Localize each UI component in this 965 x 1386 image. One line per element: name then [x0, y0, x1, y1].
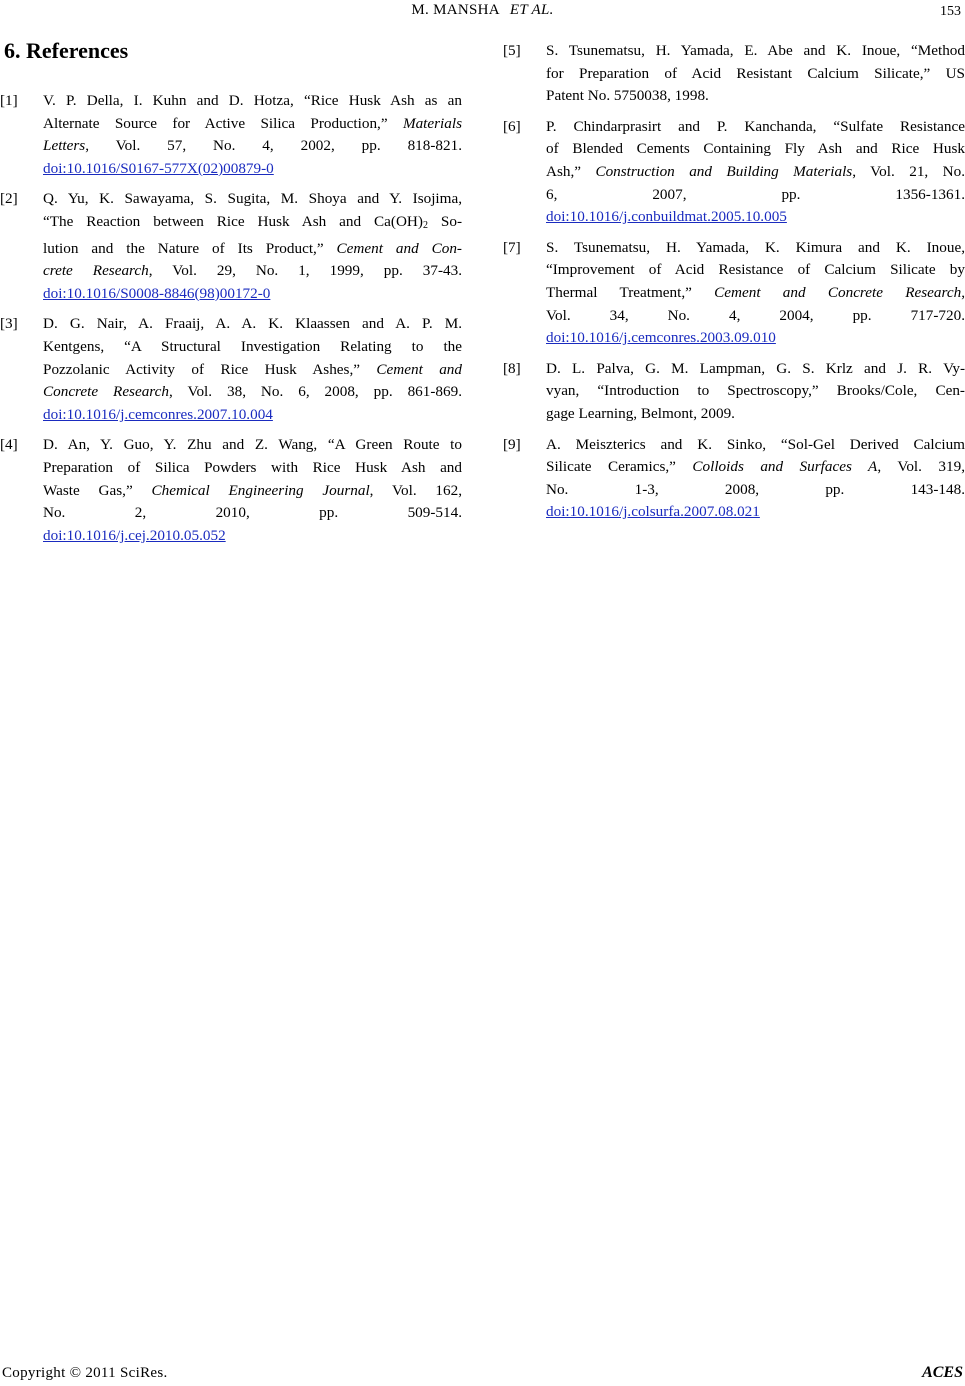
reference-item: [503, 358, 965, 426]
reference-line: [43, 457, 462, 480]
reference-line: [546, 237, 965, 260]
author-name: M. MANSHA: [411, 2, 500, 18]
running-head: [0, 2, 965, 24]
reference-line: [43, 260, 462, 283]
reference-segment: , Vol. 319,: [877, 458, 965, 476]
reference-number: [3]: [0, 315, 18, 333]
reference-line: [546, 40, 965, 63]
reference-number: [8]: [503, 359, 521, 377]
reference-line: [43, 283, 462, 306]
reference-segment: P. Chindarprasirt and P. Kanchanda, “Sulfate Resistance: [546, 117, 965, 135]
reference-line: [43, 90, 462, 113]
reference-segment: D. L. Palva, G. M. Lampman, G. S. Krlz and J. R. Vy-: [546, 359, 965, 377]
reference-line: [546, 479, 965, 502]
running-head-author: [0, 2, 965, 19]
reference-line: [43, 525, 462, 548]
reference-text: [546, 434, 965, 524]
reference-number: [9]: [503, 435, 521, 453]
reference-line: [546, 282, 965, 305]
page-number: 153: [940, 4, 961, 19]
reference-line: [546, 403, 965, 426]
doi-link[interactable]: doi:10.1016/S0167-577X(02)00879-0: [43, 159, 274, 177]
reference-segment: “Improvement of Acid Resistance of Calcium Silicate by: [546, 261, 965, 279]
reference-segment: Kentgens, “A Structural Investigation Relating to the: [43, 337, 462, 355]
reference-line: [546, 358, 965, 381]
author-etal: ET AL.: [509, 2, 554, 18]
reference-segment: So-: [427, 212, 462, 230]
reference-text: [546, 358, 965, 426]
reference-segment: S. Tsunematsu, H. Yamada, E. Abe and K. Inoue, “Method: [546, 42, 965, 59]
reference-segment: , Vol. 21, No.: [852, 162, 965, 180]
reference-segment: “The Reaction between Rice Husk Ash and Ca(OH): [43, 212, 423, 230]
reference-segment: Silicate Ceramics,”: [546, 458, 693, 476]
reference-line: [546, 501, 965, 524]
reference-segment: ,: [961, 283, 965, 301]
reference-segment: D. G. Nair, A. Fraaij, A. A. K. Klaassen and A. P. M.: [43, 315, 462, 333]
reference-number: [5]: [503, 42, 521, 59]
reference-line: [546, 184, 965, 207]
reference-line: [43, 158, 462, 181]
reference-line: [546, 380, 965, 403]
reference-line: [546, 161, 965, 184]
reference-item: [503, 434, 965, 524]
reference-segment: D. An, Y. Guo, Y. Zhu and Z. Wang, “A Green Route to: [43, 436, 462, 454]
reference-segment: lution and the Nature of Its Product,”: [43, 239, 337, 257]
reference-list-left: [0, 90, 462, 547]
section-title: 6. References: [4, 38, 129, 63]
subscript: 2: [422, 219, 428, 231]
reference-item: [503, 237, 965, 350]
reference-segment: Alternate Source for Active Silica Production,”: [43, 114, 403, 132]
reference-segment: S. Tsunematsu, H. Yamada, K. Kimura and K. Inoue,: [546, 238, 965, 256]
reference-line: [546, 327, 965, 350]
reference-line: [43, 502, 462, 525]
journal-title: Materials: [402, 114, 462, 132]
journal-title: Cement and Concrete Research: [714, 283, 962, 301]
reference-line: [43, 336, 462, 359]
left-column: [0, 36, 462, 555]
reference-text: [43, 90, 462, 180]
reference-segment: Vol. 34, No. 4, 2004, pp. 717-720.: [546, 306, 965, 324]
reference-segment: Waste Gas,”: [43, 481, 152, 499]
reference-line: [546, 434, 965, 457]
reference-line: [43, 313, 462, 336]
reference-line: [43, 211, 462, 238]
reference-line: [43, 188, 462, 211]
reference-segment: , Vol. 57, No. 4, 2002, pp. 818-821.: [85, 137, 462, 155]
doi-link[interactable]: doi:10.1016/j.conbuildmat.2005.10.005: [546, 208, 787, 226]
reference-item: [0, 90, 462, 180]
reference-text: [43, 434, 462, 547]
right-column: [503, 36, 965, 532]
reference-segment: Q. Yu, K. Sawayama, S. Sugita, M. Shoya and Y. Isojima,: [43, 190, 462, 208]
reference-line: [43, 404, 462, 427]
reference-text: [43, 188, 462, 305]
reference-segment: 6, 2007, pp. 1356-1361.: [546, 185, 965, 203]
reference-line: [546, 138, 965, 161]
reference-segment: A. Meiszterics and K. Sinko, “Sol-Gel Derived Calcium: [546, 435, 965, 453]
reference-line: [43, 359, 462, 382]
reference-line: [546, 116, 965, 139]
doi-link[interactable]: doi:10.1016/j.colsurfa.2007.08.021: [546, 503, 760, 521]
reference-line: [43, 238, 462, 261]
reference-segment: Ash,”: [546, 162, 596, 180]
reference-number: [1]: [0, 92, 18, 109]
reference-segment: No. 1-3, 2008, pp. 143-148.: [546, 480, 965, 498]
reference-segment: Thermal Treatment,”: [546, 283, 715, 301]
reference-line: [43, 381, 462, 404]
doi-link[interactable]: doi:10.1016/S0008-8846(98)00172-0: [43, 284, 271, 302]
journal-title: Cement and Con-: [336, 239, 462, 257]
reference-number: [4]: [0, 436, 18, 454]
reference-line: [43, 434, 462, 457]
reference-item: [0, 434, 462, 547]
reference-segment: V. P. Della, I. Kuhn and D. Hotza, “Rice Husk Ash as an: [43, 92, 462, 109]
copyright-notice: Copyright © 2011 SciRes.: [2, 1365, 168, 1381]
reference-line: [546, 259, 965, 282]
reference-segment: Pozzolanic Activity of Rice Husk Ashes,”: [43, 360, 377, 378]
reference-line: [43, 480, 462, 503]
reference-segment: , Vol. 29, No. 1, 1999, pp. 37-43.: [148, 262, 462, 280]
journal-title: Concrete Research: [43, 383, 169, 401]
reference-item: [0, 313, 462, 426]
reference-line: [43, 113, 462, 136]
reference-line: [546, 206, 965, 229]
reference-segment: , Vol. 162,: [369, 481, 463, 499]
reference-line: [546, 305, 965, 328]
reference-text: [43, 313, 462, 426]
reference-line: [43, 135, 462, 158]
reference-item: [0, 188, 462, 305]
reference-number: [6]: [503, 117, 521, 135]
journal-title: Colloids and Surfaces A: [692, 458, 878, 476]
reference-number: [2]: [0, 190, 18, 208]
doi-link[interactable]: doi:10.1016/j.cemconres.2007.10.004: [43, 405, 273, 423]
journal-title: crete Research: [43, 262, 149, 280]
journal-name: ACES: [922, 1364, 963, 1381]
reference-text: [546, 116, 965, 229]
page-footer: [0, 1360, 965, 1382]
reference-segment: for Preparation of Acid Resistant Calcium Silicate,” US: [546, 64, 965, 82]
reference-text: [546, 237, 965, 350]
reference-item: [503, 116, 965, 229]
doi-link[interactable]: doi:10.1016/j.cej.2010.05.052: [43, 526, 226, 544]
reference-line: [546, 85, 965, 108]
doi-link[interactable]: doi:10.1016/j.cemconres.2003.09.010: [546, 329, 776, 347]
journal-title: Letters: [43, 137, 86, 155]
journal-title: Chemical Engineering Journal: [151, 481, 370, 499]
reference-segment: , Vol. 38, No. 6, 2008, pp. 861-869.: [169, 383, 462, 401]
reference-segment: No. 2, 2010, pp. 509-514.: [43, 504, 462, 522]
reference-segment: of Blended Cements Containing Fly Ash and Rice Husk: [546, 140, 965, 158]
reference-segment: Patent No. 5750038, 1998.: [546, 87, 709, 105]
reference-segment: vyan, “Introduction to Spectroscopy,” Brooks/Cole, Cen-: [546, 382, 965, 400]
reference-segment: Preparation of Silica Powders with Rice Husk Ash and: [43, 458, 462, 476]
reference-line: [546, 63, 965, 86]
reference-segment: gage Learning, Belmont, 2009.: [546, 404, 735, 422]
reference-line: [546, 456, 965, 479]
journal-title: Construction and Building Materials: [595, 162, 853, 180]
journal-title: Cement and: [376, 360, 462, 378]
reference-list-right: [503, 40, 965, 524]
reference-number: [7]: [503, 238, 521, 256]
reference-item: [503, 40, 965, 108]
reference-text: [546, 40, 965, 108]
